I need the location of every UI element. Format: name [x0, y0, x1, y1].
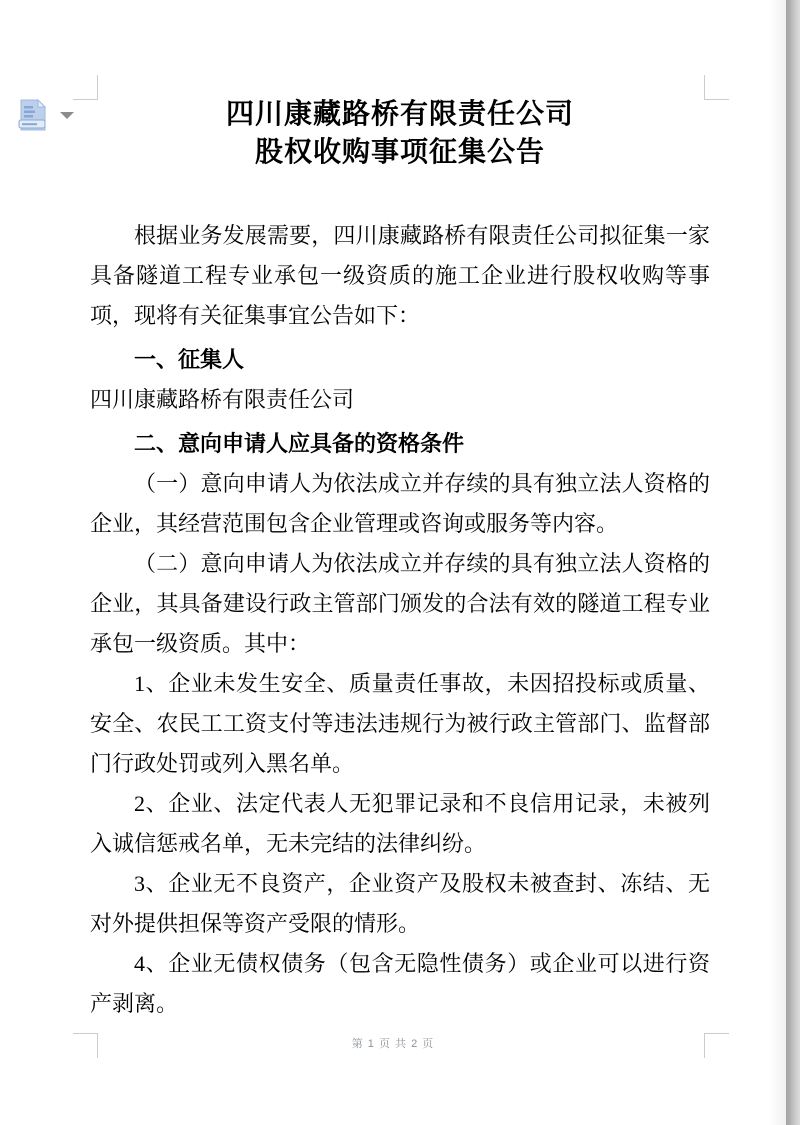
app-background-strip — [786, 0, 800, 1125]
page-edge-shadow — [768, 0, 786, 1125]
paragraph-intro: 根据业务发展需要，四川康藏路桥有限责任公司拟征集一家具备隧道工程专业承包一级资质的施工企业进行股权收购等事项，现将有关征集事宜公告如下： — [90, 223, 710, 328]
document-title-line-2: 股权收购事项征集公告 — [254, 137, 545, 168]
paragraph-item-2: （二）意向申请人为依法成立并存续的具有独立法人资格的企业，其具备建设行政主管部门颁发的合法有效的隧道工程专业承包一级资质。其中： — [90, 551, 710, 656]
paste-options-button[interactable] — [16, 96, 78, 138]
paragraph-sub-4: 4、企业无债权债务（包含无隐性债务）或企业可以进行资产剥离。 — [90, 951, 710, 1016]
document-page — [90, 96, 710, 1024]
chevron-down-icon[interactable] — [60, 112, 74, 119]
paragraph-sub-2: 2、企业、法定代表人无犯罪记录和不良信用记录，未被列入诚信惩戒名单，无未完结的法律纠纷。 — [90, 791, 710, 856]
paragraph-sub-3: 3、企业无不良资产，企业资产及股权未被查封、冻结、无对外提供担保等资产受限的情形。 — [90, 871, 710, 936]
section-heading-1: 一、征集人 — [134, 347, 245, 372]
paragraph-item-1: （一）意向申请人为依法成立并存续的具有独立法人资格的企业，其经营范围包含企业管理或咨询或服务等内容。 — [90, 471, 710, 536]
page-number-footer: 第 1 页 共 2 页 — [351, 1038, 435, 1050]
document-body — [90, 216, 710, 1024]
paragraph-company-name: 四川康藏路桥有限责任公司 — [90, 387, 355, 412]
document-title-line-1: 四川康藏路桥有限责任公司 — [225, 99, 574, 130]
section-heading-2: 二、意向申请人应具备的资格条件 — [134, 431, 465, 456]
paragraph-sub-1: 1、企业未发生安全、质量责任事故，未因招投标或质量、安全、农民工工资支付等违法违规行为被行政主管部门、监督部门行政处罚或列入黑名单。 — [90, 671, 710, 776]
